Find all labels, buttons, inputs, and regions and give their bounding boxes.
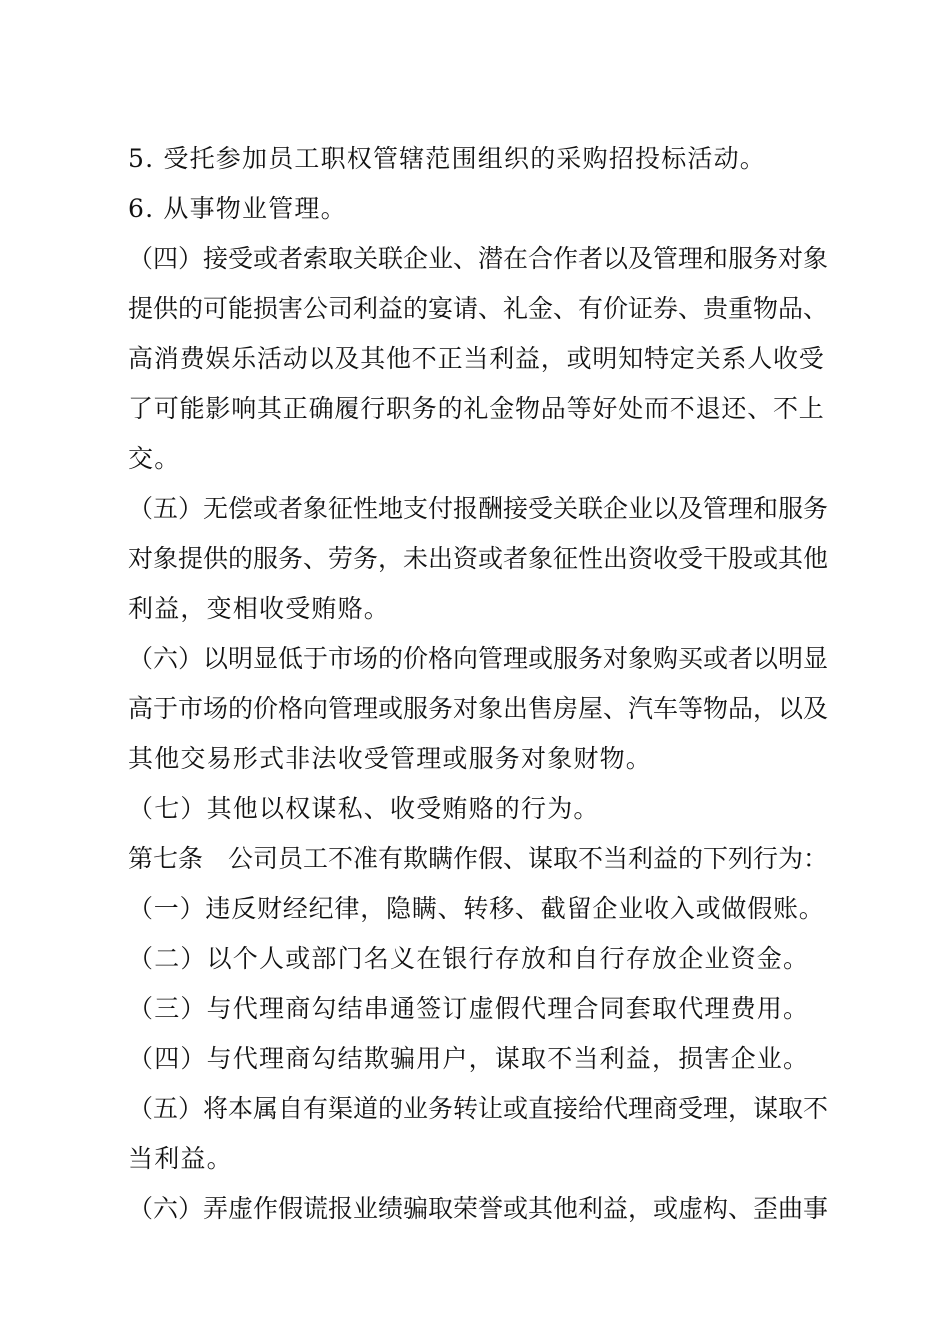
clause-7-line: （七）其他以权谋私、收受贿赂的行为。: [128, 794, 600, 823]
clause-4-line-3: 高消费娱乐活动以及其他不正当利益，或明知特定关系人收受: [128, 344, 825, 373]
clause-5-line-1: （五）无偿或者象征性地支付报酬接受关联企业以及管理和服务: [128, 494, 829, 523]
clause-4-line-1: （四）接受或者索取关联企业、潜在合作者以及管理和服务对象: [128, 244, 829, 273]
article-7-heading: 第七条 公司员工不准有欺瞒作假、谋取不当利益的下列行为：: [128, 844, 829, 873]
clause-5-line-2: 对象提供的服务、劳务，未出资或者象征性出资收受干股或其他: [128, 544, 829, 573]
clause-6-line-2: 高于市场的价格向管理或服务对象出售房屋、汽车等物品，以及: [128, 694, 829, 723]
article-7-item-4: （四）与代理商勾结欺骗用户，谋取不当利益，损害企业。: [128, 1044, 810, 1073]
item-6-line: 6. 从事物业管理。: [128, 194, 347, 223]
article-7-item-2: （二）以个人或部门名义在银行存放和自行存放企业资金。: [128, 944, 810, 973]
article-7-item-3: （三）与代理商勾结串通签订虚假代理合同套取代理费用。: [128, 994, 810, 1023]
clause-6-line-1: （六）以明显低于市场的价格向管理或服务对象购买或者以明显: [128, 644, 829, 673]
document-body: [128, 134, 828, 1234]
article-7-item-5-line-1: （五）将本属自有渠道的业务转让或直接给代理商受理，谋取不: [128, 1094, 829, 1123]
article-7-item-5-line-2: 当利益。: [128, 1144, 233, 1173]
clause-5-line-3: 利益，变相收受贿赂。: [128, 594, 391, 623]
clause-6-line-3: 其他交易形式非法收受管理或服务对象财物。: [128, 744, 653, 773]
item-5-line: 5. 受托参加员工职权管辖范围组织的采购招投标活动。: [128, 144, 767, 173]
clause-4-line-5: 交。: [128, 444, 181, 473]
article-7-item-6-line-1: （六）弄虚作假谎报业绩骗取荣誉或其他利益，或虚构、歪曲事: [128, 1194, 829, 1223]
clause-4-line-2: 提供的可能损害公司利益的宴请、礼金、有价证券、贵重物品、: [128, 294, 829, 323]
article-7-item-1: （一）违反财经纪律，隐瞒、转移、截留企业收入或做假账。: [128, 894, 825, 923]
clause-4-line-4: 了可能影响其正确履行职务的礼金物品等好处而不退还、不上: [128, 394, 825, 423]
